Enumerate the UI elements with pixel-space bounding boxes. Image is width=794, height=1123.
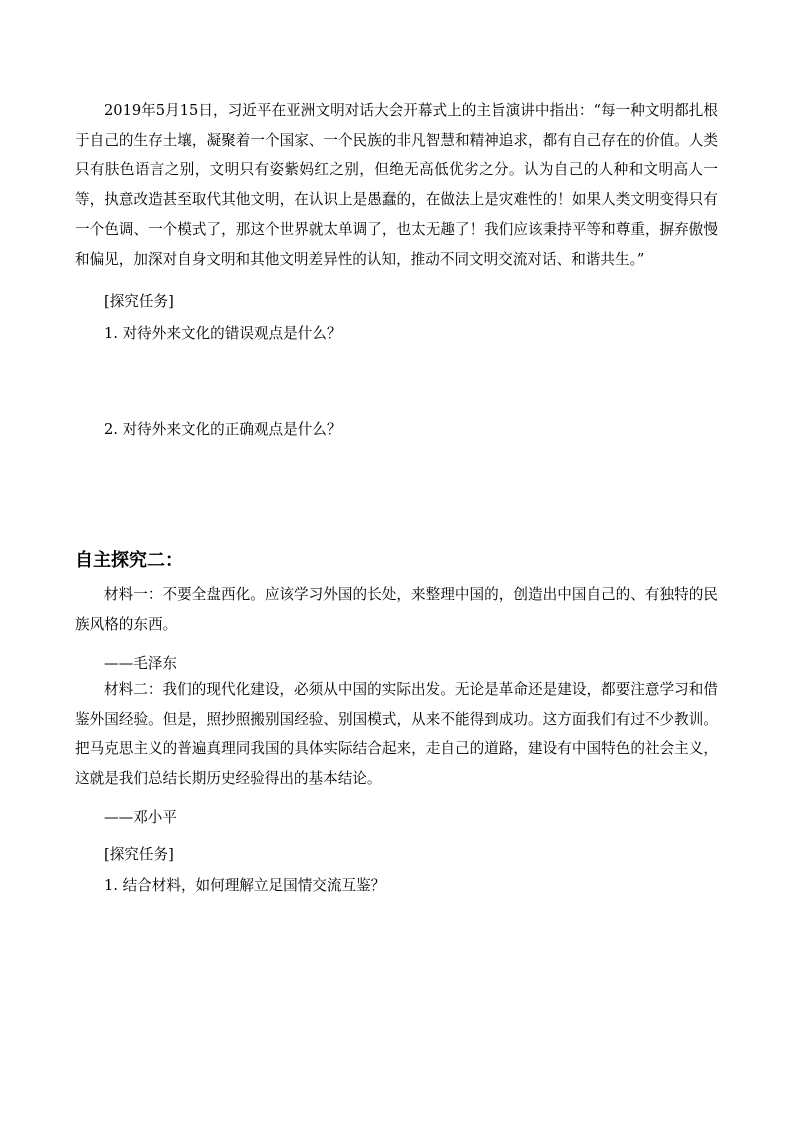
material-1: 材料一：不要全盘西化。应该学习外国的长处，来整理中国的，创造出中国自己的、有独特的民族风格的东西。 [75, 586, 718, 633]
intro-paragraph: 2019年5月15日，习近平在亚洲文明对话大会开幕式上的主旨演讲中指出：“每一种文明都扎根于自己的生存土壤，凝聚着一个国家、一个民族的非凡智慧和精神追求，都有自己存在的价值。人类只有肤色语言之别，文明只有姿紫妈红之别，但绝无高低优劣之分。认为自己的人种和文明高人一等，执意改造甚至取代其他文明，在认识上是愚蠢的，在做法上是灾难性的！如果人类文明变得只有一个色调、一个模式了，那这个世界就太单调了，也太无趣了！我们应该秉持平等和尊重，摒弃傲慢和偏见，加深对自身文明和其他文明差异性的认知，推动不同文明交流对话、和谐共生。” [75, 102, 718, 268]
question-1: 1. 对待外来文化的错误观点是什么？ [104, 325, 342, 342]
material-2: 材料二：我们的现代化建设，必须从中国的实际出发。无论是革命还是建设，都要注意学习和借鉴外国经验。但是，照抄照搬别国经验、别国模式，从来不能得到成功。这方面我们有过不少教训。把马克思主义的普遍真理同我国的具体实际结合起来，走自己的道路，建设有中国特色的社会主义，这就是我们总结长期历史经验得出的基本结论。 [75, 681, 718, 788]
question-3: 1. 结合材料，如何理解立足国情交流互鉴？ [104, 877, 386, 894]
question-2: 2. 对待外来文化的正确观点是什么？ [104, 421, 342, 438]
task-label-2: [探究任务] [104, 846, 174, 863]
section-heading-2: 自主探究二： [75, 550, 183, 571]
material-1-source: ——毛泽东 [104, 655, 177, 672]
task-label-1: [探究任务] [104, 293, 174, 310]
material-2-source: ——邓小平 [104, 809, 177, 826]
